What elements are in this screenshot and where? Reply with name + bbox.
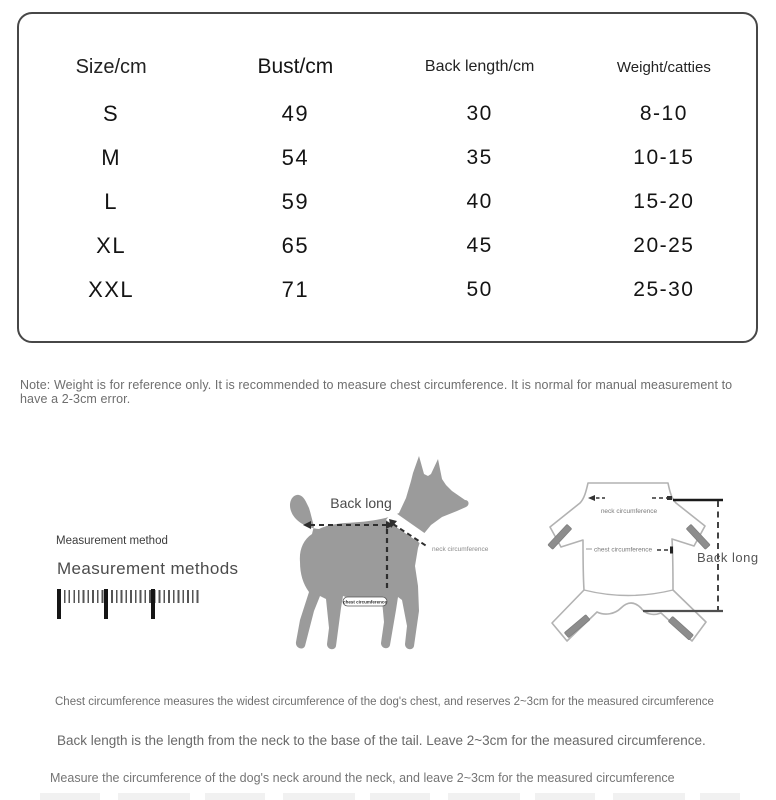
table-row <box>19 224 756 268</box>
table-row <box>19 136 756 180</box>
table-cell: XL <box>96 233 127 258</box>
table-cell: 71 <box>281 277 310 302</box>
table-cell: 59 <box>281 189 310 214</box>
table-row <box>19 92 756 136</box>
ruler-minor-ticks <box>59 590 200 603</box>
table-header-cell: Bust/cm <box>257 55 334 78</box>
table-cell: 10-15 <box>633 146 695 169</box>
table-cell: 65 <box>281 233 310 258</box>
garment-chest-circumference-label: chest circumference <box>594 546 653 554</box>
table-cell: S <box>103 101 120 126</box>
weight-reference-note: Note: Weight is for reference only. It is recommended to measure chest circumference. It is normal for manual measurement to have a 2-3cm error. <box>20 378 733 406</box>
dog-chest-circumference-label: chest circumference <box>343 599 387 605</box>
table-cell: 40 <box>466 190 493 213</box>
table-cell: 49 <box>281 101 310 126</box>
cutoff-text-remnant <box>40 793 740 800</box>
table-header-cell: Weight/catties <box>616 58 711 76</box>
table-cell: 8-10 <box>639 102 688 125</box>
table-cell: XXL <box>88 277 135 302</box>
instruction-neck: Measure the circumference of the dog's neck around the neck, and leave 2~3cm for the measured circumference <box>50 771 675 785</box>
table-cell: 45 <box>466 234 493 257</box>
garment-measurement-diagram <box>545 450 775 665</box>
dog-back-long-label: Back long <box>330 495 392 511</box>
dog-measurement-diagram <box>285 450 500 660</box>
garment-neck-circumference-label: neck circumference <box>600 508 658 515</box>
table-header-row <box>19 42 756 92</box>
size-chart-table <box>17 12 758 343</box>
garment-back-long-label: Back long <box>697 550 759 565</box>
ruler-major-tick <box>151 589 155 619</box>
table-cell: 50 <box>466 278 493 301</box>
instruction-chest: Chest circumference measures the widest circumference of the dog's chest, and reserves 2~3cm for the measured circumference <box>55 696 714 708</box>
chest-dash-end <box>670 547 673 554</box>
table-cell: 35 <box>466 146 493 169</box>
table-row <box>19 268 756 312</box>
table-cell: M <box>101 145 122 170</box>
table-cell: L <box>104 189 118 214</box>
ruler-major-tick <box>104 589 108 619</box>
ruler-icon <box>57 589 203 620</box>
neck-dash-end <box>667 496 672 500</box>
table-cell: 20-25 <box>633 234 695 257</box>
table-cell: 30 <box>466 102 493 125</box>
instruction-back-length: Back length is the length from the neck to the base of the tail. Leave 2~3cm for the measured circumference. <box>57 733 706 748</box>
ruler-major-tick <box>57 589 61 619</box>
table-cell: 15-20 <box>633 190 695 213</box>
table-row <box>19 180 756 224</box>
table-header-cell: Size/cm <box>75 55 147 78</box>
dog-neck-circumference-label: neck circumference <box>432 546 489 553</box>
table-header-cell: Back length/cm <box>424 58 535 75</box>
garment-outline <box>550 483 706 641</box>
table-cell: 25-30 <box>633 278 695 301</box>
measurement-method-label: Measurement method <box>56 535 168 547</box>
table-cell: 54 <box>281 145 310 170</box>
measurement-methods-title: Measurement methods <box>57 559 239 578</box>
